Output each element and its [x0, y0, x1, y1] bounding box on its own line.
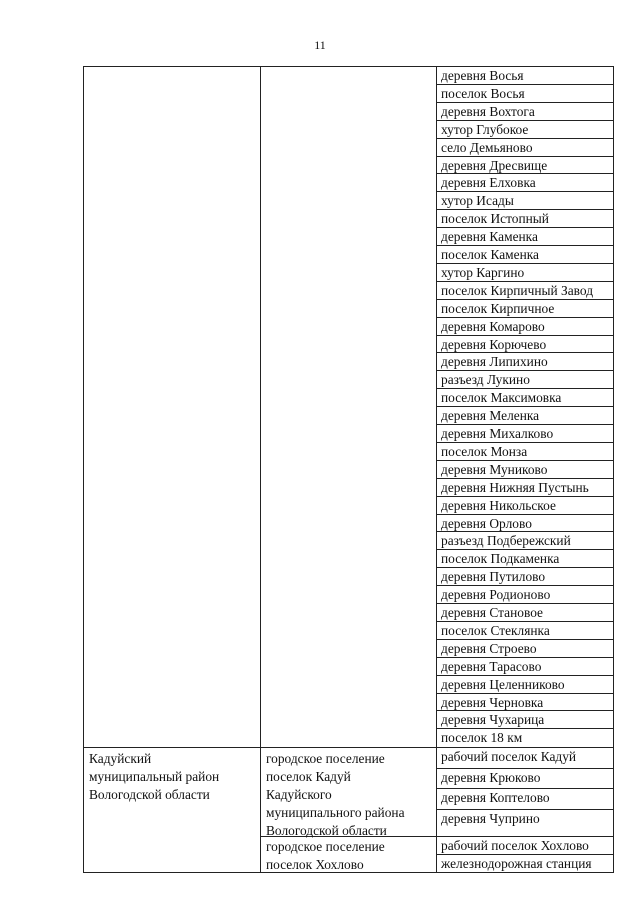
municipality-cell [266, 838, 385, 874]
district-line: Кадуйский [89, 751, 152, 766]
table-border-col2 [436, 66, 437, 873]
settlement-item: деревня Коптелово [441, 790, 550, 805]
settlement-item: деревня Меленка [441, 408, 540, 424]
settlement-item: деревня Никольское [441, 497, 556, 513]
settlement-item: деревня Черновка [441, 694, 544, 710]
settlement-item: деревня Целенниково [441, 676, 565, 692]
settlement-item: деревня Каменка [441, 229, 538, 245]
settlement-item: хутор Каргино [441, 264, 525, 280]
settlement-item: поселок Монза [441, 443, 528, 459]
municipality-line: муниципального района [266, 804, 405, 820]
settlement-item: деревня Дресвище [441, 157, 548, 173]
district-cell [89, 750, 219, 804]
municipality-line: поселок Хохлово [266, 856, 364, 872]
settlement-item: село Демьяново [441, 139, 533, 155]
settlement-item: поселок 18 км [441, 730, 523, 746]
settlement-item: поселок Каменка [441, 247, 540, 262]
table-border-col1 [260, 66, 261, 873]
settlement-item: деревня Липихино [441, 354, 548, 370]
municipality-line: поселок Кадуй [266, 768, 351, 784]
page-number: 11 [314, 38, 326, 52]
settlement-item: деревня Чухарица [441, 712, 545, 728]
table-border-left [83, 66, 84, 873]
settlement-item: деревня Путилово [441, 569, 546, 585]
settlement-item: деревня Нижняя Пустынь [441, 479, 589, 495]
settlement-item: поселок Максимовка [441, 390, 562, 406]
settlement-item: деревня Становое [441, 605, 543, 620]
district-line: Вологодской области [89, 786, 210, 802]
settlement-item: рабочий поселок Хохлово [441, 838, 589, 853]
settlement-item: поселок Подкаменка [441, 551, 560, 567]
municipality-line: Вологодской области [266, 822, 387, 838]
settlement-item: поселок Кирпичный Завод [441, 282, 594, 298]
table-border-top [83, 66, 614, 67]
settlement-item: железнодорожная станция [441, 856, 592, 871]
settlement-item: поселок Истопный [441, 211, 549, 227]
settlement-item: хутор Исады [441, 193, 514, 209]
settlement-item: деревня Орлово [441, 515, 532, 531]
settlement-item: разъезд Лукино [441, 372, 530, 388]
settlement-item: поселок Кирпичное [441, 300, 555, 316]
settlement-item: разъезд Подбережский [441, 533, 571, 549]
settlement-item: рабочий поселок Кадуй [441, 749, 577, 764]
settlement-item: деревня Муниково [441, 461, 548, 477]
district-line: муниципальный район [89, 768, 220, 784]
settlement-item: деревня Корючево [441, 336, 547, 352]
settlement-item: деревня Комарово [441, 318, 545, 334]
settlement-item: поселок Восья [441, 85, 525, 101]
settlement-item: деревня Тарасово [441, 658, 542, 674]
settlement-item: деревня Чуприно [441, 810, 540, 826]
settlement-item: деревня Михалково [441, 426, 554, 441]
settlement-item: поселок Стеклянка [441, 622, 550, 638]
settlement-item: деревня Крюково [441, 769, 541, 785]
settlement-item: деревня Строево [441, 640, 537, 656]
municipality-cell [266, 750, 405, 840]
table-border-right [613, 66, 614, 873]
settlement-item: деревня Елховка [441, 175, 536, 191]
municipality-line: Кадуйского [266, 786, 332, 802]
settlement-item: хутор Глубокое [441, 121, 529, 137]
municipality-line: городское поселение [266, 839, 385, 854]
settlement-item: деревня Восья [441, 68, 524, 83]
settlement-item: деревня Вохтога [441, 103, 535, 119]
municipality-line: городское поселение [266, 751, 385, 766]
settlement-item: деревня Родионово [441, 587, 551, 603]
